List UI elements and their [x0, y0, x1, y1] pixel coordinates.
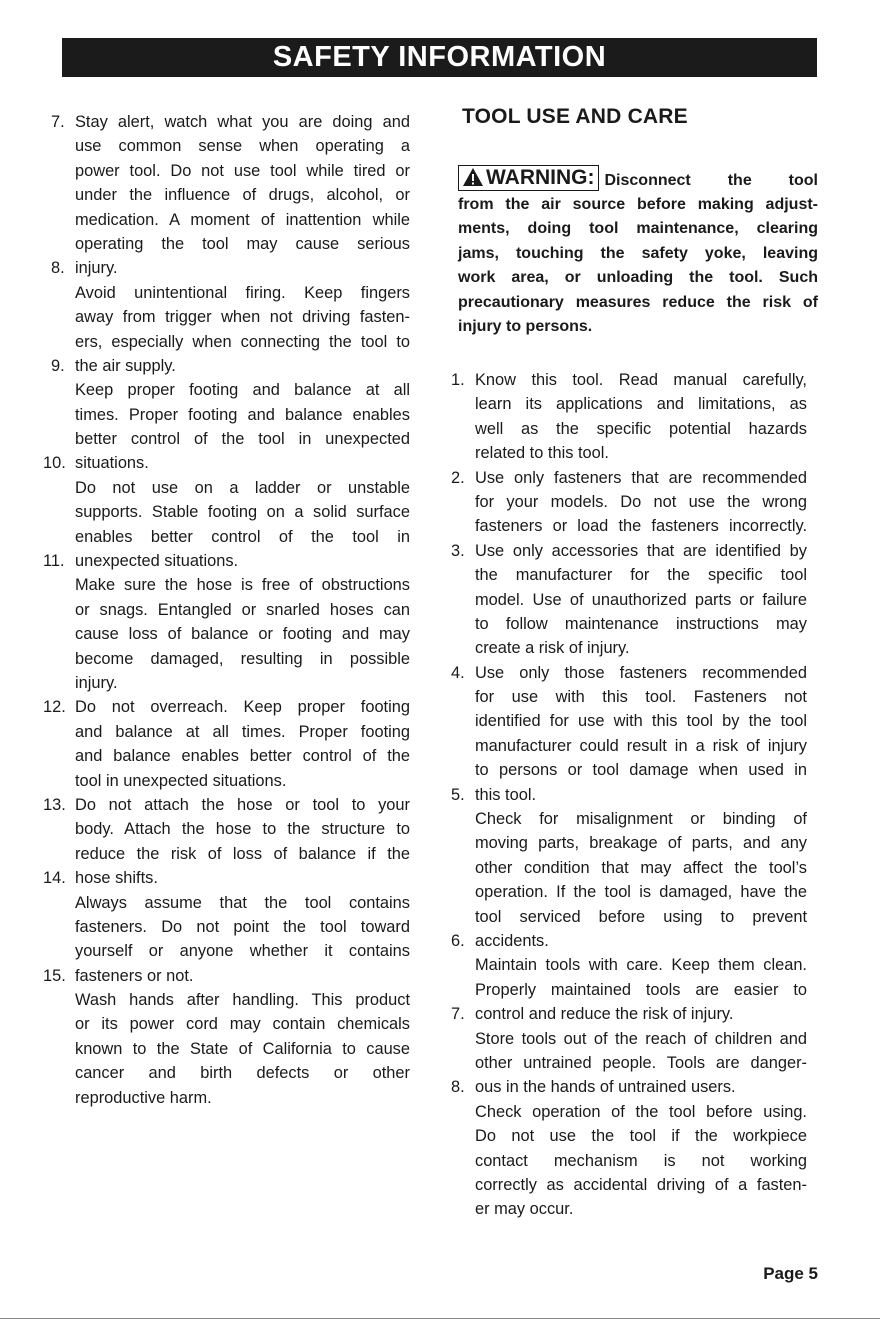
line-text: and balance at all times. Proper footing: [75, 722, 410, 741]
page-number: Page 5: [763, 1264, 818, 1283]
line-text: Always assume that the tool contains: [75, 893, 410, 912]
left-column: [43, 110, 410, 1110]
line-text: Use only fasteners that are recommended: [475, 468, 807, 487]
line-text: Use only accessories that are identified by: [475, 541, 807, 560]
line-text: contact mechanism is not working: [475, 1151, 807, 1170]
line-text: for your models. Do not use the wrong: [475, 492, 807, 511]
line-text: times. Proper footing and balance enables: [75, 405, 410, 424]
item-number: 9.: [51, 356, 65, 375]
text-line: [51, 134, 410, 158]
warning-text: Disconnect the tool: [604, 172, 818, 189]
line-text: Check operation of the tool before using.: [475, 1102, 807, 1121]
text-line: [51, 720, 410, 744]
text-line: [51, 183, 410, 207]
text-line: [451, 758, 807, 782]
line-text: this tool.: [475, 785, 537, 804]
line-text: other untrained people. Tools are danger-: [475, 1053, 807, 1072]
text-line: [51, 891, 410, 915]
warning-line: work area, or unloading the tool. Such: [458, 269, 818, 287]
text-line: [51, 232, 410, 256]
text-line: [51, 842, 410, 866]
text-line: [451, 783, 807, 807]
text-line: [51, 598, 410, 622]
line-text: situations.: [75, 454, 149, 473]
text-line: [451, 539, 807, 563]
text-line: [451, 880, 807, 904]
line-text: model. Use of unauthorized parts or failure: [475, 590, 807, 609]
text-line: [51, 305, 410, 329]
text-line: [51, 281, 410, 305]
text-line: [51, 159, 410, 183]
line-text: accidents.: [475, 931, 549, 950]
line-text: to persons or tool damage when used in: [475, 761, 807, 780]
text-line: [451, 978, 807, 1002]
text-line: [451, 929, 807, 953]
text-line: [51, 330, 410, 354]
line-text: well as the specific potential hazards: [475, 419, 807, 438]
warning-line: ments, doing tool maintenance, clearing: [458, 220, 818, 238]
line-text: for use with this tool. Fasteners not: [475, 688, 807, 707]
item-number: 15.: [43, 966, 66, 985]
line-text: and balance enables better control of the: [75, 747, 410, 766]
warning-line: precautionary measures reduce the risk of: [458, 293, 818, 311]
line-text: body. Attach the hose to the structure to: [75, 820, 410, 839]
right-column: [451, 368, 807, 1222]
text-line: [51, 208, 410, 232]
text-line: [451, 563, 807, 587]
item-number: 11.: [43, 552, 65, 571]
text-line: [451, 661, 807, 685]
text-line: [451, 1124, 807, 1148]
item-number: 10.: [43, 454, 66, 473]
line-text: control and reduce the risk of injury.: [475, 1005, 734, 1024]
line-text: yourself or anyone whether it contains: [75, 942, 410, 961]
line-text: Do not attach the hose or tool to your: [75, 795, 410, 814]
text-line: [43, 866, 410, 890]
line-text: manufacturer could result in a risk of injury: [475, 736, 807, 755]
text-line: [51, 817, 410, 841]
text-line: [451, 368, 807, 392]
item-number: 4.: [451, 663, 465, 682]
line-text: Do not use the tool if the workpiece: [475, 1127, 807, 1146]
text-line: [451, 417, 807, 441]
text-line: [451, 807, 807, 831]
text-line: [51, 354, 410, 378]
text-line: [51, 1086, 410, 1110]
text-line: [51, 622, 410, 646]
item-number: 8.: [451, 1078, 465, 1097]
line-text: operation. If the tool is damaged, have the: [475, 883, 807, 902]
line-text: operating the tool may cause serious: [75, 234, 410, 253]
text-line: [451, 441, 807, 465]
text-line: [451, 905, 807, 929]
item-number: 7.: [451, 1005, 465, 1024]
item-number: 3.: [451, 541, 465, 560]
text-line: [51, 476, 410, 500]
text-line: [51, 1012, 410, 1036]
line-text: Stay alert, watch what you are doing and: [75, 113, 410, 131]
text-line: [43, 695, 410, 719]
line-text: Maintain tools with care. Keep them clean.: [475, 956, 807, 975]
text-line: [451, 1149, 807, 1173]
line-text: known to the State of California to cause: [75, 1039, 410, 1058]
text-line: [51, 427, 410, 451]
line-text: reduce the risk of loss of balance if the: [75, 844, 410, 863]
warning-line: from the air source before making adjust-: [458, 196, 818, 213]
line-text: fasteners or load the fasteners incorrectly.: [475, 517, 807, 536]
line-text: create a risk of injury.: [475, 639, 630, 658]
warning-line: injury to persons.: [458, 317, 593, 335]
line-text: tool serviced before using to prevent: [475, 907, 807, 926]
line-text: or snags. Entangled or snarled hoses can: [75, 600, 410, 619]
line-text: injury.: [75, 259, 118, 278]
text-line: [43, 793, 410, 817]
text-line: [451, 1027, 807, 1051]
text-line: [51, 378, 410, 402]
text-line: [451, 490, 807, 514]
line-text: power tool. Do not use tool while tired or: [75, 161, 410, 180]
item-number: 14.: [43, 869, 66, 888]
line-text: other condition that may affect the tool’s: [475, 858, 807, 877]
line-text: enables better control of the tool in: [75, 527, 410, 546]
text-line: [451, 1002, 807, 1026]
text-line: [451, 1100, 807, 1124]
text-line: [451, 588, 807, 612]
text-line: [43, 451, 410, 475]
text-line: [51, 939, 410, 963]
item-number: 2.: [451, 468, 465, 487]
line-text: better control of the tool in unexpected: [75, 430, 410, 449]
line-text: or its power cord may contain chemicals: [75, 1015, 410, 1034]
item-number: 5.: [451, 785, 465, 804]
item-number: 1.: [451, 371, 465, 389]
text-line: [451, 734, 807, 758]
line-text: become damaged, resulting in possible: [75, 649, 410, 668]
warning-line: jams, touching the safety yoke, leaving: [458, 244, 818, 262]
line-text: Check for misalignment or binding of: [475, 810, 807, 829]
text-line: [451, 831, 807, 855]
page-title: SAFETY INFORMATION: [272, 41, 607, 73]
text-line: [51, 744, 410, 768]
line-text: Avoid unintentional firing. Keep fingers: [75, 283, 410, 302]
text-line: [451, 709, 807, 733]
text-line: [51, 671, 410, 695]
text-line: [451, 392, 807, 416]
text-line: [43, 549, 410, 573]
text-line: [451, 953, 807, 977]
item-number: 13.: [43, 795, 66, 814]
line-text: medication. A moment of inattention while: [75, 210, 410, 229]
text-line: [451, 1197, 807, 1221]
line-text: away from trigger when not driving fasten-: [75, 308, 410, 327]
text-line: [51, 988, 410, 1012]
line-text: moving parts, breakage of parts, and any: [475, 834, 807, 853]
text-line: [451, 612, 807, 636]
page-header: [62, 38, 817, 77]
line-text: supports. Stable footing on a solid surface: [75, 503, 410, 522]
line-text: er may occur.: [475, 1200, 574, 1219]
line-text: reproductive harm.: [75, 1088, 212, 1107]
text-line: [51, 1037, 410, 1061]
line-text: Do not use on a ladder or unstable: [75, 478, 410, 497]
line-text: tool in unexpected situations.: [75, 771, 287, 790]
bottom-rule: [0, 1318, 880, 1319]
line-text: to follow maintenance instructions may: [475, 614, 807, 633]
line-text: use common sense when operating a: [75, 137, 410, 156]
line-text: Know this tool. Read manual carefully,: [475, 371, 807, 389]
text-line: [51, 256, 410, 280]
text-line: [51, 403, 410, 427]
line-text: Make sure the hose is free of obstructions: [75, 576, 410, 595]
line-text: correctly as accidental driving of a fasten-: [475, 1175, 807, 1194]
warning-label-box: [458, 165, 599, 191]
line-text: cancer and birth defects or other: [75, 1064, 410, 1083]
line-text: learn its applications and limitations, as: [475, 395, 807, 414]
line-text: hose shifts.: [75, 869, 158, 888]
item-number: 6.: [451, 931, 465, 950]
line-text: the air supply.: [75, 356, 176, 375]
line-text: Keep proper footing and balance at all: [75, 381, 410, 400]
line-text: ers, especially when connecting the tool to: [75, 332, 410, 351]
line-text: Store tools out of the reach of children and: [475, 1029, 807, 1048]
line-text: Wash hands after handling. This product: [75, 991, 410, 1010]
item-number: 7.: [51, 113, 65, 131]
text-line: [451, 1051, 807, 1075]
text-line: [43, 964, 410, 988]
text-line: [451, 466, 807, 490]
text-line: [451, 514, 807, 538]
warning-label: WARNING:: [486, 166, 595, 189]
text-line: [51, 647, 410, 671]
text-line: [451, 685, 807, 709]
text-line: [451, 1173, 807, 1197]
line-text: fasteners or not.: [75, 966, 194, 985]
warning-line: [458, 163, 818, 193]
line-text: Properly maintained tools are easier to: [475, 980, 807, 999]
text-line: [451, 1075, 807, 1099]
line-text: ous in the hands of untrained users.: [475, 1078, 736, 1097]
text-line: [51, 573, 410, 597]
line-text: fasteners. Do not point the tool toward: [75, 917, 410, 936]
text-line: [51, 915, 410, 939]
section-title: TOOL USE AND CARE: [462, 105, 688, 128]
line-text: unexpected situations.: [75, 552, 239, 571]
line-text: related to this tool.: [475, 444, 609, 463]
line-text: Use only those fasteners recommended: [475, 663, 807, 682]
line-text: injury.: [75, 673, 118, 692]
line-text: identified for use with this tool by the tool: [475, 712, 807, 731]
text-line: [451, 856, 807, 880]
text-line: [51, 110, 410, 134]
text-line: [51, 500, 410, 524]
text-line: [51, 525, 410, 549]
warning-block: [458, 163, 818, 339]
line-text: under the influence of drugs, alcohol, or: [75, 186, 410, 205]
item-number: 12.: [43, 698, 66, 717]
warning-triangle-icon: [462, 167, 484, 187]
line-text: cause loss of balance or footing and may: [75, 625, 410, 644]
text-line: [51, 1061, 410, 1085]
line-text: the manufacturer for the specific tool: [475, 566, 807, 585]
text-line: [451, 636, 807, 660]
text-line: [51, 769, 410, 793]
item-number: 8.: [51, 259, 65, 278]
line-text: Do not overreach. Keep proper footing: [75, 698, 410, 717]
